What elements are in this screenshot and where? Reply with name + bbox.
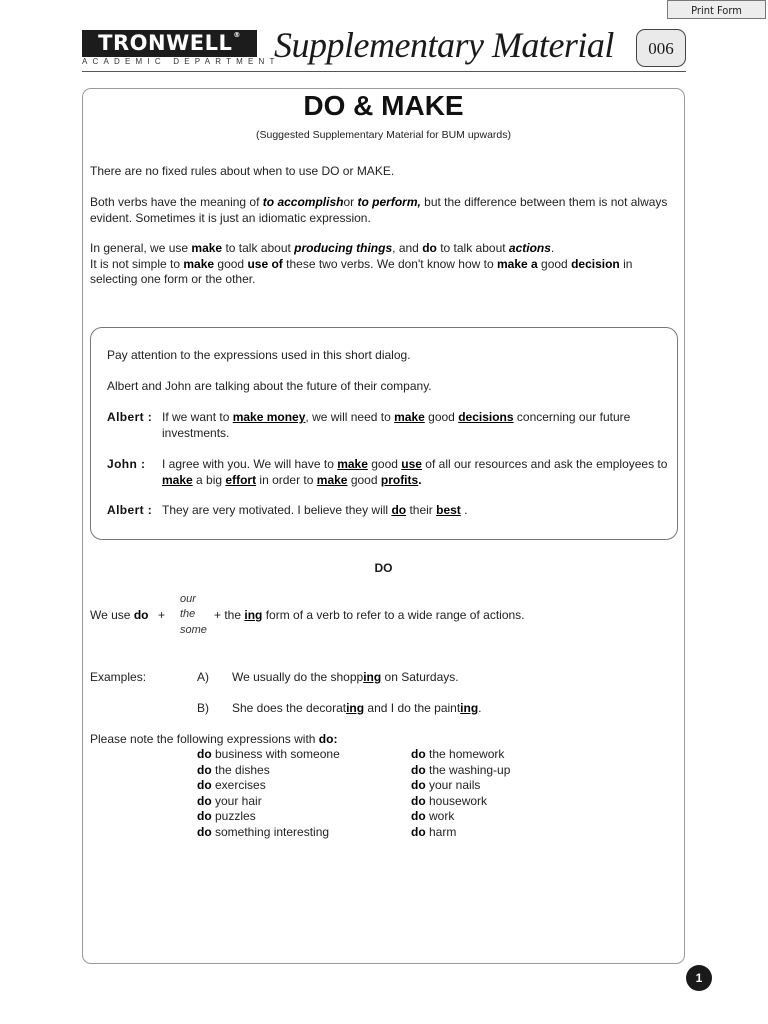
- formula-option: some: [180, 624, 207, 636]
- speaker-albert: Albert :: [107, 503, 153, 517]
- expression-item: do housework: [411, 794, 488, 808]
- expression-item: do something interesting: [197, 825, 330, 839]
- formula-rest: + the ing form of a verb to refer to a wide range of actions.: [214, 608, 525, 622]
- brand-tagline: ACADEMIC DEPARTMENT: [82, 57, 280, 66]
- meaning-paragraph: Both verbs have the meaning of to accomplishor to perform, but the difference between them is not always evident. Sometimes it is just an idiomatic expression.: [90, 195, 668, 225]
- expression-item: do your nails: [411, 778, 481, 792]
- speaker-john: John :: [107, 457, 146, 471]
- intro-paragraph: There are no fixed rules about when to use DO or MAKE.: [90, 164, 395, 178]
- expression-item: do the washing-up: [411, 763, 511, 777]
- formula-plus: +: [158, 608, 166, 622]
- examples-label: Examples:: [90, 670, 147, 684]
- section-heading-do: DO: [374, 561, 393, 575]
- page-number-badge: 1: [686, 965, 712, 991]
- header-divider: [82, 71, 686, 72]
- expression-item: do the dishes: [197, 763, 270, 777]
- formula-option: our: [180, 593, 196, 605]
- page-subtitle: (Suggested Supplementary Material for BUM upwards): [255, 129, 512, 141]
- dialog-line: They are very motivated. I believe they will do their best .: [162, 503, 468, 517]
- print-form-button[interactable]: Print Form: [667, 0, 766, 19]
- brand-name: TRONWELL: [98, 31, 233, 55]
- example-letter: A): [197, 670, 209, 684]
- usage-paragraph: In general, we use make to talk about producing things, and do to talk about actions. It is not simple to make good use of these two verbs. We don't know how to make a good decision in selecting one form or the other.: [90, 241, 633, 286]
- example-letter: B): [197, 701, 209, 715]
- speaker-albert: Albert :: [107, 410, 153, 424]
- material-code-badge: 006: [636, 29, 686, 67]
- expression-item: do work: [411, 809, 455, 823]
- expression-item: do exercises: [197, 778, 266, 792]
- formula-option: the: [180, 608, 196, 620]
- example-sentence: She does the decorating and I do the painting.: [232, 701, 482, 715]
- header-title: Supplementary Material: [274, 25, 614, 65]
- expression-item: do harm: [411, 825, 457, 839]
- expression-item: do business with someone: [197, 747, 340, 761]
- expression-item: do puzzles: [197, 809, 256, 823]
- registered-mark: ®: [233, 31, 241, 39]
- dialog-intro: Pay attention to the expressions used in this short dialog.: [107, 348, 411, 362]
- expressions-intro: Please note the following expressions with do:: [90, 732, 338, 746]
- page-title: DO & MAKE: [303, 90, 464, 121]
- dialog-line: If we want to make money, we will need to make good decisions concerning our future investments.: [162, 410, 631, 440]
- dialog-line: I agree with you. We will have to make good use of all our resources and ask the employees to make a big effort in order to make good profits.: [162, 457, 668, 487]
- formula-we-use: We use do: [90, 608, 149, 622]
- tronwell-logo: [82, 30, 257, 57]
- dialog-context: Albert and John are talking about the future of their company.: [107, 379, 432, 393]
- example-sentence: We usually do the shopping on Saturdays.: [232, 670, 459, 684]
- expression-item: do your hair: [197, 794, 262, 808]
- expression-item: do the homework: [411, 747, 505, 761]
